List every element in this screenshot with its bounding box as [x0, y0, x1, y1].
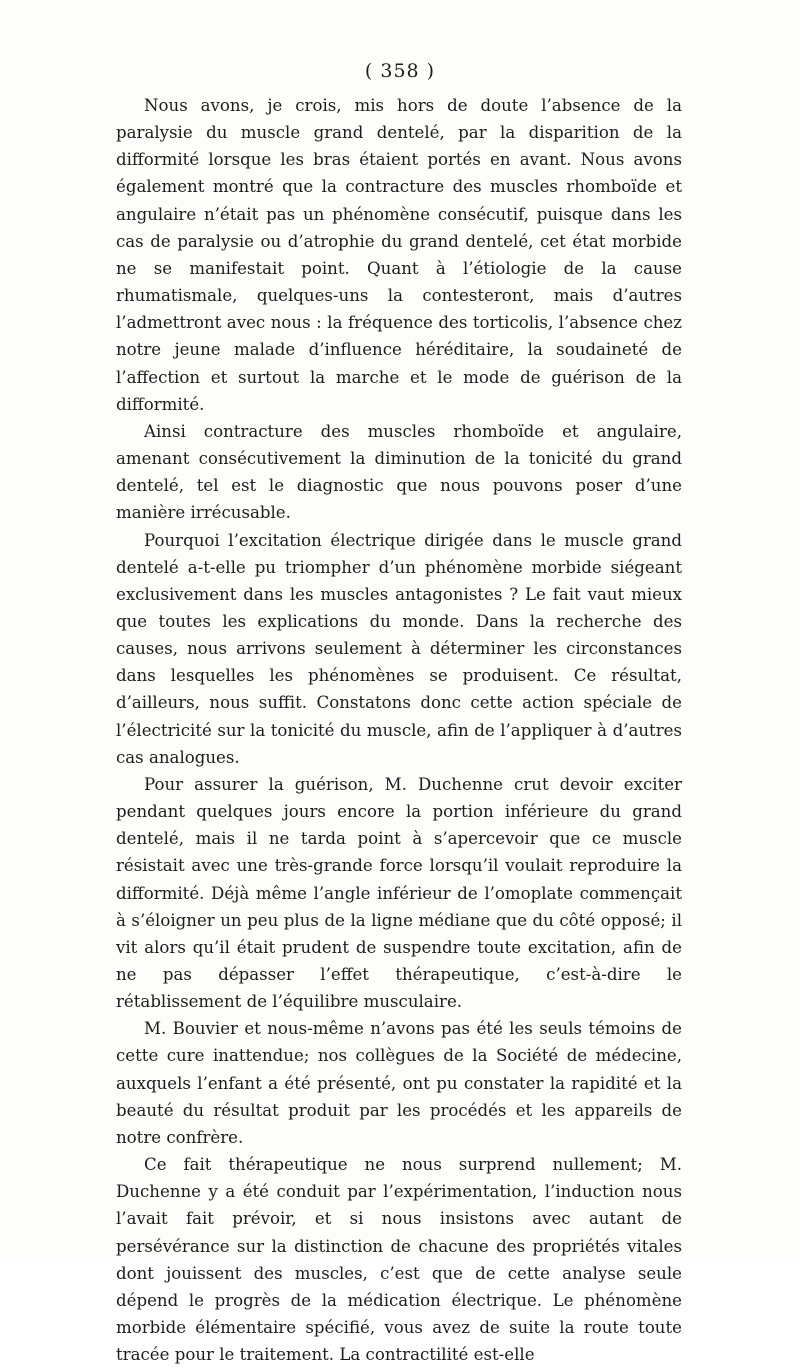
body-text: [116, 92, 682, 1368]
page-number: ( 358 ): [364, 60, 436, 82]
paragraph-4: Pour assurer la guérison, M. Duchenne crut devoir exciter pendant quelques jours encore la portion inférieure du grand dentelé, mais il ne tarda point à s’apercevoir que ce muscle résistait avec une très-grande force lorsqu’il voulait reproduire la difformité. Déjà même l’angle inférieur de l’omoplate commençait à s’éloigner un peu plus de la ligne médiane que du côté opposé; il vit alors qu’il était prudent de suspendre toute excitation, afin de ne pas dépasser l’effet thérapeutique, c’est-à-dire le rétablissement de l’équilibre musculaire.: [116, 774, 682, 1012]
paragraph-3: Pourquoi l’excitation électrique dirigée dans le muscle grand dentelé a-t-elle pu triompher d’un phénomène morbide siégeant exclusivement dans les muscles antagonistes ? Le fait vaut mieux que toutes les explications du monde. Dans la recherche des causes, nous arrivons seulement à déterminer les circonstances dans lesquelles les phénomènes se produisent. Ce résultat, d’ailleurs, nous suffit. Constatons donc cette action spéciale de l’électricité sur la tonicité du muscle, afin de l’appliquer à d’autres cas analogues.: [116, 530, 682, 767]
paragraph-5: M. Bouvier et nous-même n’avons pas été les seuls témoins de cette cure inattendue; nos collègues de la Société de médecine, auxquels l’enfant a été présenté, ont pu constater la rapidité et la beauté du résultat produit par les procédés et les appareils de notre confrère.: [116, 1019, 682, 1147]
paragraph-2: Ainsi contracture des muscles rhomboïde et angulaire, amenant consécutivement la diminution de la tonicité du grand dentelé, tel est le diagnostic que nous pouvons poser d’une manière irrécusable.: [116, 421, 682, 523]
paragraph-6: Ce fait thérapeutique ne nous surprend nullement; M. Duchenne y a été conduit par l’expérimentation, l’induction nous l’avait fait prévoir, et si nous insistons avec autant de persévérance sur la distinction de chacune des propriétés vitales dont jouissent des muscles, c’est que de cette analyse seule dépend le progrès de la médication électrique. Le phénomène morbide élémentaire spécifié, vous avez de suite la route toute tracée pour le traitement. La contractilité est-elle: [116, 1155, 682, 1365]
paragraph-1: Nous avons, je crois, mis hors de doute l’absence de la paralysie du muscle grand dentelé, par la disparition de la difformité lorsque les bras étaient portés en avant. Nous avons également montré que la contracture des muscles rhomboïde et angulaire n’était pas un phénomène consécutif, puisque dans les cas de paralysie ou d’atrophie du grand dentelé, cet état morbide ne se manifestait point. Quant à l’étiologie de la cause rhumatismale, quelques-uns la contesteront, mais d’autres l’admettront avec nous : la fréquence des torticolis, l’absence chez notre jeune malade d’influence héréditaire, la soudaineté de l’affection et surtout la marche et le mode de guérison de la difformité.: [116, 96, 682, 414]
